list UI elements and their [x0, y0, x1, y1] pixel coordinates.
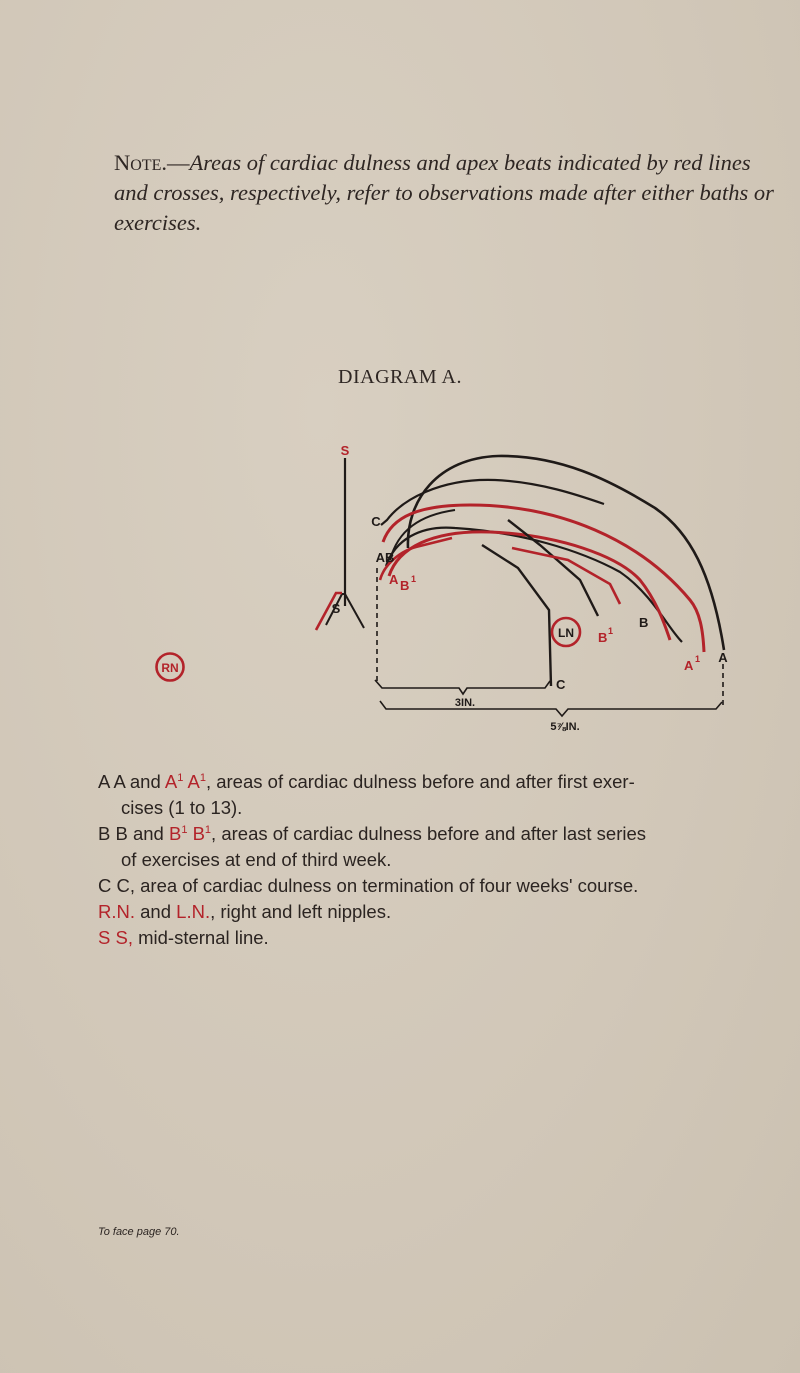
rn-label: RN	[161, 661, 179, 675]
legend-s-red: S S,	[98, 927, 133, 948]
c-top-label: C	[371, 514, 381, 529]
legend-nipples-rest: , right and left nipples.	[210, 901, 392, 922]
legend-b-sup1: 1	[181, 824, 188, 836]
note-lead: Note.	[114, 150, 167, 175]
legend-a-line1: , areas of cardiac dulness before and after first exer-	[205, 771, 635, 792]
legend-b-sup2: 1	[204, 824, 212, 836]
a1-label-sup: 1	[695, 654, 701, 664]
legend-b-line1: , areas of cardiac dulness before and after last series	[211, 823, 647, 844]
left-nipple-marker	[552, 618, 580, 646]
legend-row-s	[98, 925, 778, 951]
c-bottom-label: C	[556, 677, 566, 692]
b1-label: B	[598, 630, 608, 645]
b-label: B	[639, 615, 649, 630]
a1b1-label-a: A	[389, 572, 399, 587]
curve-c-top	[381, 480, 604, 525]
note-body: Areas of cardiac dulness and apex beats indicated by red lines and crosses, respectively, refer to observations made after either baths or exercises.	[114, 150, 774, 235]
curve-a	[408, 456, 724, 650]
legend-nipples-mid: and	[135, 901, 177, 922]
page-caption: To face page 70.	[98, 1226, 180, 1238]
legend-row-a	[98, 769, 778, 795]
legend-a-prefix: A A and	[98, 771, 165, 792]
legend-a-sup1: 1	[177, 772, 184, 784]
legend-rn: R.N.	[98, 901, 135, 922]
legend-a-red: A	[164, 771, 178, 792]
legend-b-prefix: B B and	[98, 823, 169, 844]
legend	[98, 769, 778, 951]
ln-label: LN	[558, 626, 574, 640]
legend-a-mid: A	[183, 771, 200, 792]
legend-b-line2: of exercises at end of third week.	[121, 849, 392, 870]
legend-a-line2: cises (1 to 13).	[121, 797, 243, 818]
legend-b-red: B	[168, 823, 182, 844]
a1b1-label-b: B	[400, 578, 410, 593]
brace-5in	[380, 701, 722, 716]
legend-row-b	[98, 821, 778, 847]
diagram-title: DIAGRAM A.	[338, 366, 462, 388]
curve-a1-red	[383, 505, 704, 652]
legend-row-nipples	[98, 899, 778, 925]
curve-c-descent	[482, 545, 551, 686]
legend-s-rest: mid-sternal line.	[132, 927, 269, 948]
brace-3in	[375, 680, 550, 694]
legend-row-c: C C, area of cardiac dulness on termination of four weeks' course.	[98, 875, 639, 896]
legend-a-sup2: 1	[199, 772, 206, 784]
s-top-label: S	[340, 443, 350, 458]
legend-b-mid: B	[187, 823, 205, 844]
measure-5in-label: 5⅞IN.	[550, 721, 580, 733]
legend-ln: L.N.	[176, 901, 211, 922]
a1b1-label-sup: 1	[411, 574, 417, 584]
b1-label-sup: 1	[608, 626, 614, 636]
note-dash: —	[166, 150, 190, 175]
a-label: A	[718, 650, 728, 665]
curve-b	[386, 528, 682, 642]
right-nipple-marker	[157, 654, 184, 681]
s-mid-label: S	[331, 601, 341, 616]
a1-label: A	[684, 658, 694, 673]
measure-3in-label: 3IN.	[454, 697, 476, 709]
ab-label: AB	[375, 550, 395, 565]
